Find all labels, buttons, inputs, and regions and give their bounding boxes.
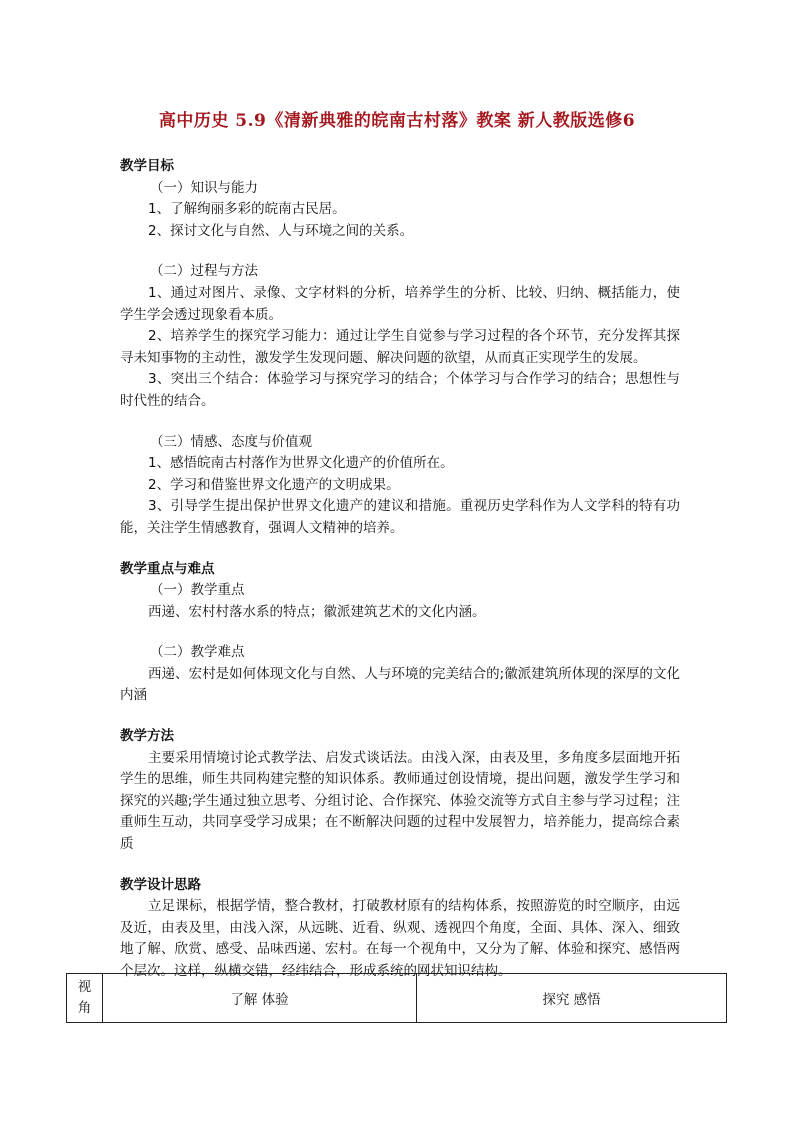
difficulty-title: （二）教学难点 — [150, 644, 245, 661]
list-item: 2、培养学生的探究学习能力：通过让学生自觉参与学习过程的各个环节，充分发挥其探寻未知事物的主动性，激发学生发现问题、解决问题的欲望，从而真正实现学生的发展。 — [120, 328, 680, 366]
process-method-title: （二）过程与方法 — [150, 263, 258, 280]
table-row — [67, 974, 727, 1023]
focus-text: 西递、宏村村落水系的特点；徽派建筑艺术的文化内涵。 — [148, 603, 486, 620]
difficulty-text: 西递、宏村是如何体现文化与自然、人与环境的完美结合的;徽派建筑所体现的深厚的文化内涵 — [120, 665, 680, 704]
list-item: 2、探讨文化与自然、人与环境之间的关系。 — [148, 222, 414, 239]
table-cell-understand-experience: 了解 体验 — [103, 974, 417, 1023]
emotion-values-title: （三）情感、态度与价值观 — [150, 433, 312, 450]
objectives-heading: 教学目标 — [120, 158, 174, 174]
document-title: 高中历史 5.9《清新典雅的皖南古村落》教案 新人教版选修6 — [158, 111, 636, 131]
list-item: 2、学习和借鉴世界文化遗产的文明成果。 — [148, 476, 400, 493]
document-body — [120, 156, 680, 983]
key-points-heading: 教学重点与难点 — [120, 560, 215, 577]
focus-title: （一）教学重点 — [150, 582, 245, 599]
perspective-table — [66, 973, 727, 1023]
design-heading: 教学设计思路 — [120, 876, 201, 893]
method-text: 主要采用情境讨论式教学法、启发式谈话法。由浅入深，由表及里，多角度多层面地开拓学生的思维，师生共同构建完整的知识体系。教师通过创设情境，提出问题，激发学生学习和探究的兴趣;学生通过独立思考、分组讨论、合作探究、体验交流等方式自主参与学习过程；注重师生互动，共同享受学习成果；在不断解决问题的过程中发展智力，培养能力，提高综合素质 — [120, 749, 680, 853]
method-heading: 教学方法 — [120, 728, 174, 745]
table-cell-line: 视 — [77, 979, 92, 995]
design-text: 立足课标，根据学情，整合教材，打破教材原有的结构体系，按照游览的时空顺序，由远及近，由表及里，由浅入深，从远眺、近看、纵观、透视四个角度，全面、具体、深入、细致地了解、欣赏、感受、品味西递、宏村。在每一个视角中，又分为了解、体验和探究、感悟两个层次。这样，纵横交错，经纬结合，形成系统的网状知识结构。 — [120, 898, 680, 979]
list-item: 1、了解绚丽多彩的皖南古民居。 — [148, 201, 346, 218]
list-item: 1、感悟皖南古村落作为世界文化遗产的价值所在。 — [148, 455, 454, 472]
list-item: 3、引导学生提出保护世界文化遗产的建议和措施。重视历史学科作为人文学科的特有功能，关注学生情感教育，强调人文精神的培养。 — [120, 498, 680, 536]
table-cell-perspective — [67, 974, 103, 1023]
list-item: 3、突出三个结合：体验学习与探究学习的结合；个体学习与合作学习的结合；思想性与时代性的结合。 — [120, 371, 680, 409]
knowledge-ability-title: （一）知识与能力 — [150, 179, 258, 196]
table-cell-explore-perceive: 探究 感悟 — [417, 974, 727, 1023]
table-cell-line: 角 — [77, 1000, 92, 1016]
list-item: 1、通过对图片、录像、文字材料的分析，培养学生的分析、比较、归纳、概括能力，使学生学会透过现象看本质。 — [120, 284, 680, 323]
